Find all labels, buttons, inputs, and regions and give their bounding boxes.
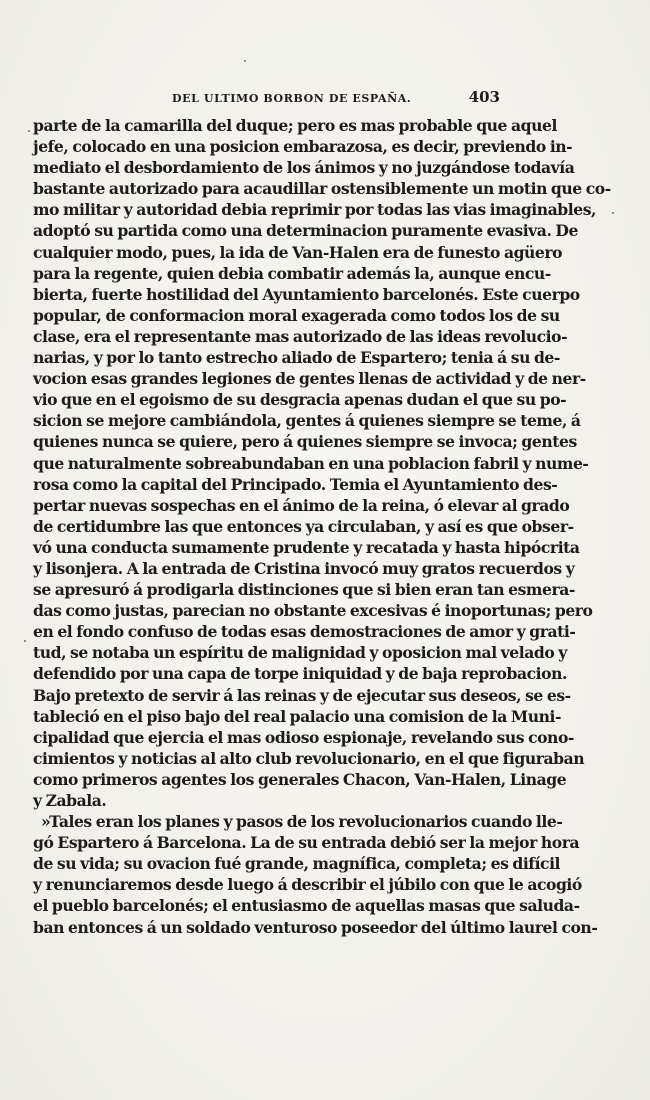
text-line: para la regente, quien debia combatir además la, aunque encu-: [33, 263, 551, 283]
print-speck: [612, 212, 614, 214]
text-line: pertar nuevas sospechas en el ánimo de la reina, ó elevar al grado: [33, 495, 570, 515]
text-line: vio que en el egoismo de su desgracia apenas dudan el que su po-: [33, 390, 567, 410]
running-head: [172, 88, 500, 106]
text-line: parte de la camarilla del duque; pero es mas probable que aquel: [33, 116, 557, 135]
text-line: vó una conducta sumamente prudente y recatada y hasta hipócrita: [33, 537, 580, 557]
text-line: mo militar y autoridad debia reprimir por todas las vias imaginables,: [33, 200, 597, 220]
text-line: en el fondo confuso de todas esas demostraciones de amor y grati-: [33, 622, 576, 642]
text-line: tableció en el piso bajo del real palacio una comision de la Muni-: [33, 706, 561, 726]
paragraph-end-line: y Zabala.: [33, 791, 107, 810]
text-line: el pueblo barcelonés; el entusiasmo de aquellas masas que saluda-: [33, 896, 580, 916]
text-line: cualquier modo, pues, la ida de Van-Halen era de funesto agüero: [33, 242, 563, 262]
text-line: de certidumbre las que entonces ya circulaban, y así es que obser-: [33, 516, 574, 536]
text-line: rosa como la capital del Principado. Temia el Ayuntamiento des-: [33, 474, 558, 494]
print-speck: [24, 640, 26, 642]
paragraph-start-line: »Tales eran los planes y pasos de los revolucionarios cuando lle-: [41, 812, 563, 832]
text-line: defendido por una capa de torpe iniquidad y de baja reprobacion.: [33, 664, 567, 684]
page-number: 403: [468, 88, 500, 106]
text-line: bastante autorizado para acaudillar ostensiblemente un motin que co-: [33, 179, 611, 199]
print-speck: [28, 130, 30, 132]
text-line: tud, se notaba un espíritu de malignidad y oposicion mal velado y: [33, 643, 567, 663]
text-line: sicion se mejore cambiándola, gentes á quienes siempre se teme, á: [33, 411, 581, 431]
text-line: gó Espartero á Barcelona. La de su entrada debió ser la mejor hora: [33, 833, 580, 853]
text-line: como primeros agentes los generales Chacon, Van-Halen, Linage: [33, 769, 567, 789]
body-text: [33, 115, 611, 938]
text-line: jefe, colocado en una posicion embarazosa, es decir, previendo in-: [33, 137, 573, 157]
text-line: se apresuró á prodigarla distinciones que si bien eran tan esmera-: [33, 580, 575, 600]
text-line: adoptó su partida como una determinacion puramente evasiva. De: [33, 221, 578, 241]
text-line: popular, de conformacion moral exagerada como todos los de su: [33, 305, 560, 325]
text-line: y lisonjera. A la entrada de Cristina invocó muy gratos recuerdos y: [33, 558, 575, 578]
text-line: mediato el desbordamiento de los ánimos y no juzgándose todavía: [33, 158, 575, 178]
text-line: narias, y por lo tanto estrecho aliado de Espartero; tenia á su de-: [33, 348, 560, 368]
text-line: que naturalmente sobreabundaban en una poblacion fabril y nume-: [33, 453, 589, 473]
text-line: vocion esas grandes legiones de gentes llenas de actividad y de ner-: [33, 369, 586, 389]
text-line: Bajo pretexto de servir á las reinas y de ejecutar sus deseos, se es-: [33, 685, 571, 705]
text-line: ban entonces á un soldado venturoso poseedor del último laurel con-: [33, 917, 598, 937]
text-line: cipalidad que ejercia el mas odioso espionaje, revelando sus cono-: [33, 727, 574, 747]
text-line: cimientos y noticias al alto club revolucionario, en el que figuraban: [33, 748, 585, 768]
print-speck: [244, 60, 246, 62]
text-line: das como justas, parecian no obstante excesivas é inoportunas; pero: [33, 601, 593, 621]
running-title: DEL ULTIMO BORBON DE ESPAÑA.: [172, 92, 412, 105]
text-line: y renunciaremos desde luego á describir el júbilo con que le acogió: [33, 875, 582, 895]
text-line: clase, era el representante mas autorizado de las ideas revolucio-: [33, 326, 568, 346]
text-line: quienes nunca se quiere, pero á quienes siempre se invoca; gentes: [33, 432, 577, 452]
text-line: bierta, fuerte hostilidad del Ayuntamiento barcelonés. Este cuerpo: [33, 284, 580, 304]
text-line: de su vida; su ovacion fué grande, magnífica, completa; es difícil: [33, 854, 561, 874]
